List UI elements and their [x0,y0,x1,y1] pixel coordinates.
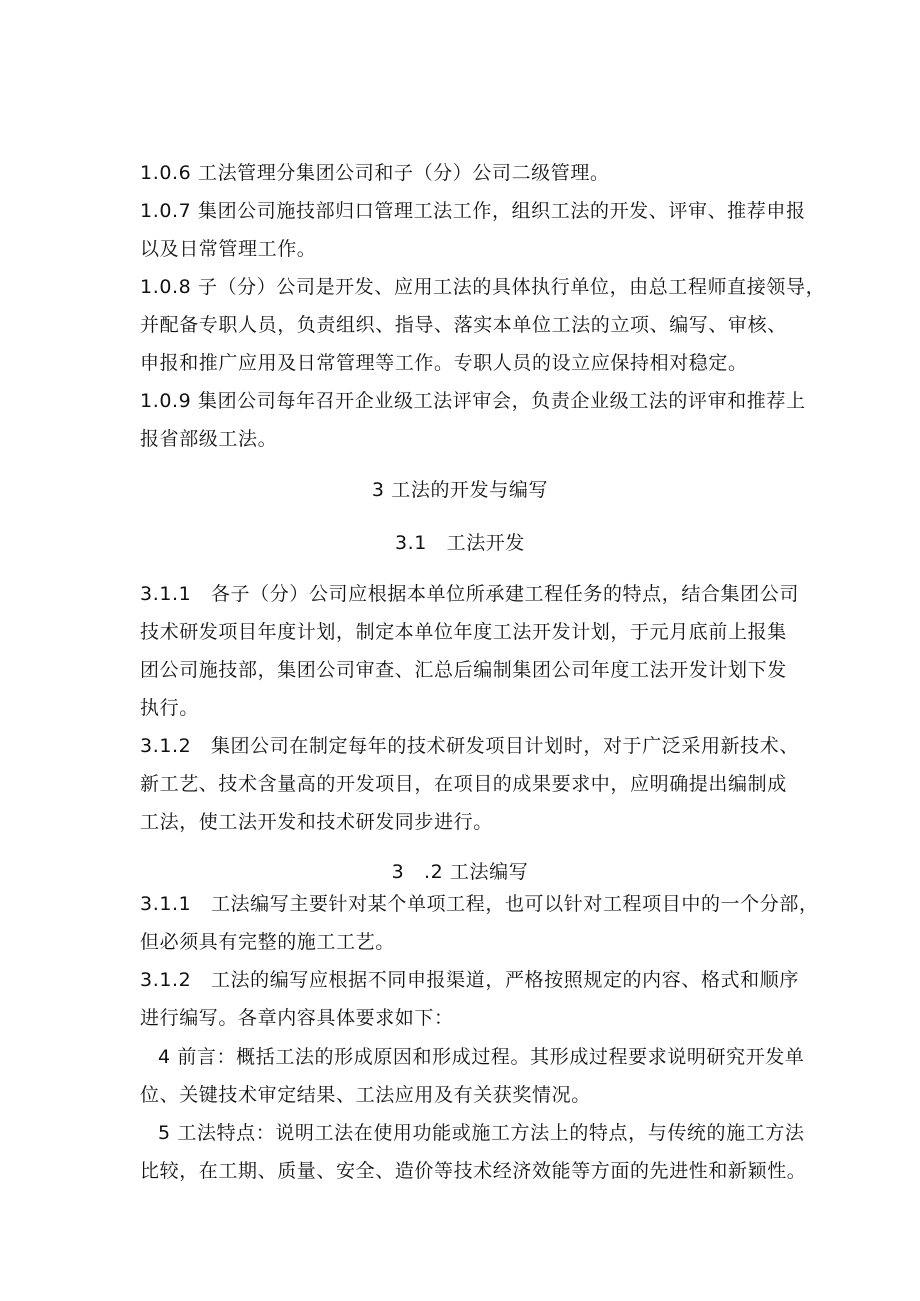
clause-1-0-8-line-1: 1.0.8 子（分）公司是开发、应用工法的具体执行单位，由总工程师直接领导， [140,276,826,298]
clause-3-1-1b-line-2: 但必须具有完整的施工工艺。 [140,931,395,953]
clause-1-0-9-line-2: 报省部级工法。 [140,428,278,450]
clause-3-1-2b-line-1: 3.1.2 工法的编写应根据不同申报渠道，严格按照规定的内容、格式和顺序 [140,969,799,991]
clause-1-0-9-line-1: 1.0.9 集团公司每年召开企业级工法评审会，负责企业级工法的评审和推荐上 [140,390,806,412]
item-4-preface-line-1: 4 前言：概括工法的形成原因和形成过程。其形成过程要求说明研究开发单 [158,1046,805,1068]
item-4-preface-line-2: 位、关键技术审定结果、工法应用及有关获奖情况。 [140,1084,591,1106]
section-heading-3: 3 工法的开发与编写 [371,479,549,501]
clause-3-1-2a-line-2: 新工艺、技术含量高的开发项目，在项目的成果要求中，应明确提出编制成 [140,773,787,795]
clause-3-1-2a-line-3: 工法，使工法开发和技术研发同步进行。 [140,811,493,833]
clause-3-1-1a-line-1: 3.1.1 各子（分）公司应根据本单位所承建工程任务的特点，结合集团公司 [140,583,799,605]
clause-3-1-2b-line-2: 进行编写。各章内容具体要求如下： [140,1007,454,1029]
clause-3-1-1b-line-1: 3.1.1 工法编写主要针对某个单项工程，也可以针对工程项目中的一个分部， [140,893,819,915]
clause-3-1-1a-line-3: 团公司施技部，集团公司审查、汇总后编制集团公司年度工法开发计划下发 [140,659,787,681]
clause-1-0-7-line-1: 1.0.7 集团公司施技部归口管理工法工作，组织工法的开发、评审、推荐申报 [140,200,806,222]
item-5-features-line-1: 5 工法特点：说明工法在使用功能或施工方法上的特点，与传统的施工方法 [158,1122,805,1144]
subsection-heading-3-1: 3.1 工法开发 [394,532,526,554]
clause-1-0-8-line-3: 申报和推广应用及日常管理等工作。专职人员的设立应保持相对稳定。 [140,352,748,374]
clause-1-0-6: 1.0.6 工法管理分集团公司和子（分）公司二级管理。 [140,162,610,184]
clause-3-1-1a-line-2: 技术研发项目年度计划，制定本单位年度工法开发计划，于元月底前上报集 [140,621,787,643]
clause-1-0-8-line-2: 并配备专职人员，负责组织、指导、落实本单位工法的立项、编写、审核、 [140,314,787,336]
clause-3-1-1a-line-4: 执行。 [140,697,199,719]
clause-3-1-2a-line-1: 3.1.2 集团公司在制定每年的技术研发项目计划时，对于广泛采用新技术、 [140,735,799,757]
subsection-heading-3-2: 3 .2 工法编写 [391,861,529,883]
clause-1-0-7-line-2: 以及日常管理工作。 [140,238,317,260]
item-5-features-line-2: 比较，在工期、质量、安全、造价等技术经济效能等方面的先进性和新颖性。 [140,1160,807,1182]
